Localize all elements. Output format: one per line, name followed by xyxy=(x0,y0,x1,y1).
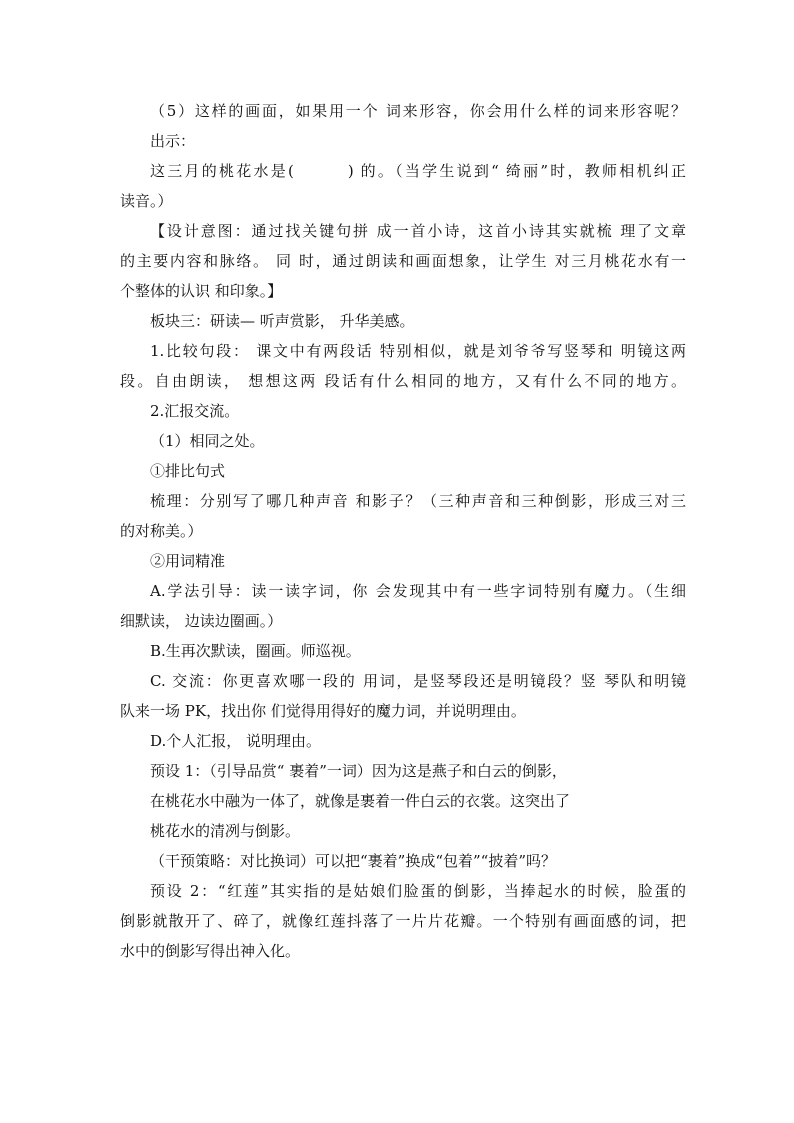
text-line: 队来一场 PK，找出你 们觉得用得好的魔力词，并说明理由。 xyxy=(120,702,526,720)
text-line: 个整体的认识 和印象。】 xyxy=(120,282,283,300)
text-line: 板块三：研读— 听声赏影， 升华美感。 xyxy=(150,312,415,330)
text-line: （1）相同之处。 xyxy=(150,432,265,450)
text-line: 出示： xyxy=(150,132,196,150)
text-line: 段。自由朗读， 想想这两 段话有什么相同的地方，又有什么不同的地方。 xyxy=(120,372,686,390)
text-line: 桃花水的清冽与倒影。 xyxy=(150,822,301,840)
text-line: 梳理：分别写了哪几种声音 和影子？（三种声音和三种倒影，形成三对三 xyxy=(150,492,686,510)
text-line: 预设 2：“红莲”其实指的是姑娘们脸蛋的倒影，当捧起水的时候，脸蛋的 xyxy=(150,882,686,900)
text-line: 倒影就散开了、碎了，就像红莲抖落了一片片花瓣。一个特别有画面感的词，把 xyxy=(120,912,686,930)
text-line: 水中的倒影写得出神入化。 xyxy=(120,942,301,960)
text-line: （干预策略：对比换词）可以把“裹着”换成“包着”“披着”吗？ xyxy=(150,852,557,870)
document-body xyxy=(120,96,686,966)
text-line: 在桃花水中融为一体了，就像是裹着一件白云的衣裳。这突出了 xyxy=(150,792,571,810)
text-line: ①排比句式 xyxy=(150,462,226,480)
text-line: B.生再次默读，圈画。师巡视。 xyxy=(150,642,361,660)
text-line: 的对称美。） xyxy=(120,522,203,540)
text-line: （5）这样的画面，如果用一个 词来形容，你会用什么样的词来形容呢？ xyxy=(150,102,686,120)
text-line: 1.比较句段： 课文中有两段话 特别相似，就是刘爷爷写竖琴和 明镜这两 xyxy=(150,342,686,360)
text-line: ②用词精准 xyxy=(150,552,226,570)
text-line: A.学法引导：读一读字词，你 会发现其中有一些字词特别有魔力。（生细 xyxy=(150,582,686,600)
text-line: 细默读， 边读边圈画。） xyxy=(120,612,283,630)
text-line: 2.汇报交流。 xyxy=(150,402,240,420)
text-line: 预设 1：（引导品赏“ 裹着”一词）因为这是燕子和白云的倒影， xyxy=(150,762,567,780)
text-line: 读音。） xyxy=(120,192,173,210)
text-line: 【设计意图：通过找关键句拼 成一首小诗，这首小诗其实就梳 理了文章 xyxy=(150,222,686,240)
text-line: C. 交流：你更喜欢哪一段的 用词，是竖琴段还是明镜段？竖 琴队和明镜 xyxy=(150,672,686,690)
text-line: D.个人汇报， 说明理由。 xyxy=(150,732,322,750)
text-line: 的主要内容和脉络。 同 时，通过朗读和画面想象，让学生 对三月桃花水有一 xyxy=(120,252,686,270)
text-line: 这三月的桃花水是( ) 的。（当学生说到“ 绮丽”时，教师相机纠正 xyxy=(150,162,686,180)
